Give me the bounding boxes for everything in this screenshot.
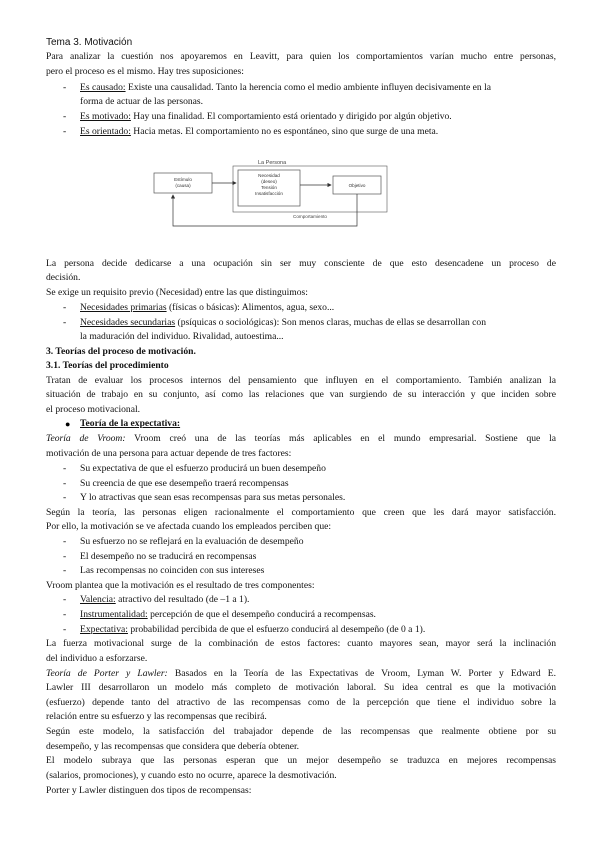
list-item-continuation: forma de actuar de las personas. bbox=[80, 96, 204, 107]
term: Necesidades secundarias bbox=[80, 317, 176, 328]
paragraph-line: La fuerza motivacional surge de la combinación de estos factores: cuanto mayores sean, mayor será la inclinación bbox=[46, 638, 556, 649]
dissatisfaction-label: Insatisfacción bbox=[255, 191, 283, 196]
list-dash: - bbox=[63, 478, 67, 489]
list-item: Es causado: Existe una causalidad. Tanto la herencia como el medio ambiente influyen decisivamente en la bbox=[80, 82, 492, 93]
term: Expectativa: bbox=[80, 624, 128, 635]
term: Instrumentalidad: bbox=[80, 609, 148, 620]
paragraph-line: Según este modelo, la satisfacción del trabajador depende de las recompensas que realmente obtiene por su bbox=[46, 726, 556, 737]
list-item: Es orientado: Hacia metas. El comportamiento no es espontáneo, sino que surge de una meta. bbox=[80, 126, 439, 137]
list-dash: - bbox=[63, 624, 67, 635]
term: Es causado: bbox=[80, 82, 126, 93]
motivation-process-diagram bbox=[148, 156, 398, 234]
feedback-label: Comportamiento bbox=[293, 214, 327, 219]
paragraph-line: (esfuerzo) depende tanto del atractivo de las recompensas como de la percepción que tiene el individuo sobre la bbox=[46, 697, 556, 708]
list-dash: - bbox=[63, 126, 67, 137]
section-heading: 3. Teorías del proceso de motivación. bbox=[46, 346, 196, 357]
stimulus-sublabel: (causa) bbox=[175, 183, 191, 188]
paragraph-line: relación entre su esfuerzo y las recompensas que recibirá. bbox=[46, 711, 267, 722]
paragraph-line: Lawler III desarrollaron un modelo más completo de motivación laboral. Su idea central es que la motivación bbox=[46, 682, 556, 693]
paragraph-line: situación de trabajo en su conjunto, así como las relaciones que van surgiendo de su interacción y que inciden sobre bbox=[46, 389, 556, 400]
paragraph-line: Vroom plantea que la motivación es el resultado de tres componentes: bbox=[46, 580, 315, 591]
intro-line-2: pero el proceso es el mismo. Hay tres suposiciones: bbox=[46, 66, 244, 77]
paragraph-line: decisión. bbox=[46, 272, 81, 283]
paragraph-line: (salarios, promociones), y cuando esto no ocurre, aparece la desmotivación. bbox=[46, 770, 337, 781]
paragraph-line: El modelo subraya que las personas esperan que un mejor desempeño se traduzca en mejores recompensas bbox=[46, 755, 556, 766]
paragraph-line: desempeño, y las recompensas que considera que debería obtener. bbox=[46, 741, 300, 752]
list-item: El desempeño no se traducirá en recompensas bbox=[80, 551, 257, 562]
list-dash: - bbox=[63, 551, 67, 562]
list-item: Instrumentalidad: percepción de que el desempeño conducirá a recompensas. bbox=[80, 609, 376, 620]
paragraph-line: Teoría de Vroom: Vroom creó una de las teorías más aplicables en el mundo empresarial. Sostiene que la bbox=[46, 433, 556, 444]
list-item: Valencia: atractivo del resultado (de –1 a 1). bbox=[80, 594, 250, 605]
list-item: Es motivado: Hay una finalidad. El comportamiento está orientado y dirigido por algún objetivo. bbox=[80, 111, 452, 122]
paragraph-line: Tratan de evaluar los procesos internos del pensamiento que influyen en el comportamiento. También analizan la bbox=[46, 375, 556, 386]
paragraph-line: La persona decide dedicarse a una ocupación sin ser muy consciente de que esto desencadene un proceso de bbox=[46, 258, 556, 269]
theory-label: Teoría de Vroom: bbox=[46, 433, 126, 444]
list-dash: - bbox=[63, 82, 67, 93]
list-dash: - bbox=[63, 317, 67, 328]
list-item-continuation: la maduración del individuo. Rivalidad, autoestima... bbox=[80, 331, 284, 342]
need-label: Necesidad bbox=[258, 173, 280, 178]
paragraph-line: Según la teoría, las personas eligen racionalmente el comportamiento que creen que les dará mayor satisfacción. bbox=[46, 507, 556, 518]
paragraph-line: del individuo a esforzarse. bbox=[46, 653, 148, 664]
list-dash: - bbox=[63, 609, 67, 620]
list-dash: - bbox=[63, 565, 67, 576]
term: Valencia: bbox=[80, 594, 116, 605]
page-title: Tema 3. Motivación bbox=[46, 37, 133, 48]
list-item: Su creencia de que ese desempeño traerá recompensas bbox=[80, 478, 289, 489]
bullet-heading: Teoría de la expectativa: bbox=[80, 418, 181, 429]
list-dash: - bbox=[63, 111, 67, 122]
term: Es motivado: bbox=[80, 111, 131, 122]
list-item: Las recompensas no coinciden con sus intereses bbox=[80, 565, 265, 576]
list-item: Y lo atractivas que sean esas recompensas para sus metas personales. bbox=[80, 492, 346, 503]
list-item: Su expectativa de que el esfuerzo producirá un buen desempeño bbox=[80, 463, 326, 474]
need-sublabel: (deseo) bbox=[261, 179, 277, 184]
paragraph-line: Teoría de Porter y Lawler: Basados en la Teoría de las Expectativas de Vroom, Lyman W. Porter y Edward E. bbox=[46, 668, 556, 679]
list-dash: - bbox=[63, 594, 67, 605]
list-item: Expectativa: probabilidad percibida de que el esfuerzo conducirá al desempeño (de 0 a 1). bbox=[80, 624, 426, 635]
paragraph-line: motivación de una persona para actuar depende de tres factores: bbox=[46, 448, 292, 459]
paragraph-line: Se exige un requisito previo (Necesidad) entre las que distinguimos: bbox=[46, 287, 308, 298]
list-dash: - bbox=[63, 302, 67, 313]
list-dash: - bbox=[63, 492, 67, 503]
list-item: Necesidades secundarias (psíquicas o sociológicas): Son menos claras, muchas de ellas se desarrollan con bbox=[80, 317, 487, 328]
subsection-heading: 3.1. Teorías del procedimiento bbox=[46, 360, 169, 371]
theory-label: Teoría de Porter y Lawler: bbox=[46, 668, 168, 679]
paragraph-line: el proceso motivacional. bbox=[46, 404, 141, 415]
list-item: Su esfuerzo no se reflejará en la evaluación de desempeño bbox=[80, 536, 304, 547]
term: Es orientado: bbox=[80, 126, 131, 137]
paragraph-line: Por ello, la motivación se ve afectada cuando los empleados perciben que: bbox=[46, 521, 332, 532]
list-dash: - bbox=[63, 536, 67, 547]
stimulus-label: Estímulo bbox=[174, 177, 192, 182]
intro-line-1: Para analizar la cuestión nos apoyaremos en Leavitt, para quien los comportamientos varían mucho entre personas, bbox=[46, 51, 556, 62]
list-dash: - bbox=[63, 463, 67, 474]
term: Necesidades primarias bbox=[80, 302, 167, 313]
tension-label: Tensión bbox=[261, 185, 277, 190]
list-item: Necesidades primarias (físicas o básicas): Alimentos, agua, sexo... bbox=[80, 302, 335, 313]
bullet: ● bbox=[65, 419, 71, 429]
paragraph-line: Porter y Lawler distinguen dos tipos de recompensas: bbox=[46, 785, 252, 796]
diagram-header: La Persona bbox=[258, 160, 287, 166]
objective-label: Objetivo bbox=[348, 183, 366, 188]
